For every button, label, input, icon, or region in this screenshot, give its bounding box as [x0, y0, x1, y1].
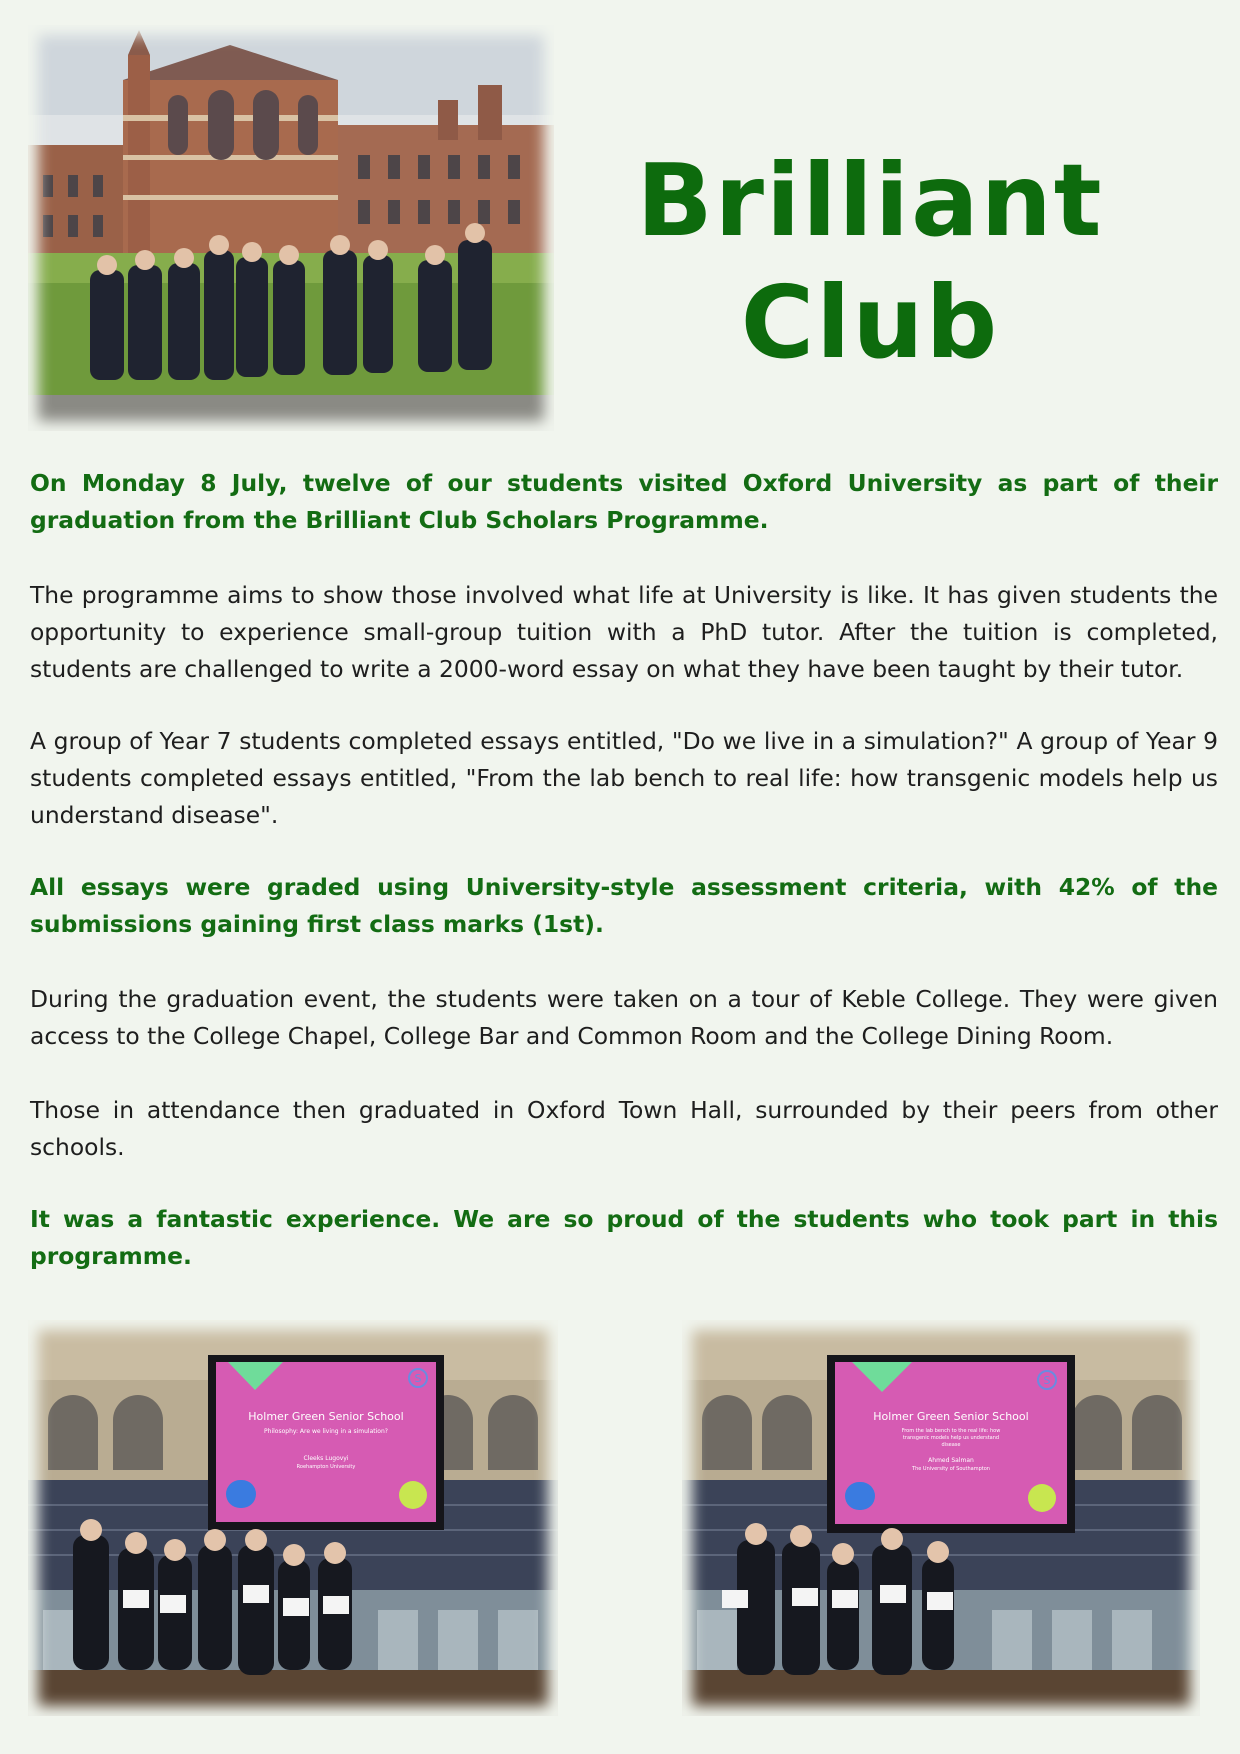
page-title	[590, 140, 1150, 384]
screen-essay-right-line2: transgenic models help us understand	[902, 1435, 1000, 1441]
screen-university-left: Roehampton University	[296, 1464, 356, 1470]
screen-essay-right-line1: From the lab bench to the real life: how	[901, 1428, 1001, 1434]
screen-essay-left: Philosophy: Are we living in a simulation?	[264, 1428, 388, 1435]
screen-school-left: Holmer Green Senior School	[248, 1410, 404, 1423]
screen-tutor-left: Cleeks Lugovyi	[303, 1455, 349, 1462]
screen-school-right: Holmer Green Senior School	[873, 1410, 1029, 1423]
tour-paragraph: During the graduation event, the students were taken on a tour of Keble College. They were given access to the College Chapel, College Bar and Common Room and the College Dining Room.	[30, 985, 1218, 1050]
graduation-paragraph: Those in attendance then graduated in Oxford Town Hall, surrounded by their peers from other schools.	[30, 1096, 1218, 1161]
screen-tutor-right: Ahmed Salman	[928, 1457, 974, 1464]
programme-paragraph: The programme aims to show those involved what life at University is like. It has given students the opportunity to experience small-group tuition with a PhD tutor. After the tuition is completed, students are challenged to write a 2000-word essay on what they have been taught by their tutor.	[30, 581, 1218, 683]
town-hall-photo-right	[682, 1320, 1200, 1716]
title-line-1: Brilliant	[636, 142, 1104, 259]
essays-paragraph: A group of Year 7 students completed essays entitled, "Do we live in a simulation?" A group of Year 9 students completed essays entitled, "From the lab bench to real life: how transgenic models help us understand disease".	[30, 727, 1218, 829]
grading-paragraph: All essays were graded using University-style assessment criteria, with 42% of the submissions gaining first class marks (1st).	[30, 873, 1218, 938]
intro-paragraph: On Monday 8 July, twelve of our students visited Oxford University as part of their graduation from the Brilliant Club Scholars Programme.	[30, 469, 1218, 534]
screen-university-right: The University of Southampton	[912, 1466, 990, 1472]
college-photo	[28, 25, 554, 431]
closing-paragraph: It was a fantastic experience. We are so proud of the students who took part in this programme.	[30, 1205, 1218, 1270]
town-hall-photo-left	[28, 1320, 558, 1716]
screen-logo-left: S	[414, 1372, 422, 1385]
screen-essay-right-line3: disease	[941, 1442, 961, 1448]
screen-logo-right: S	[1043, 1374, 1051, 1387]
title-line-2: Club	[740, 264, 1000, 381]
